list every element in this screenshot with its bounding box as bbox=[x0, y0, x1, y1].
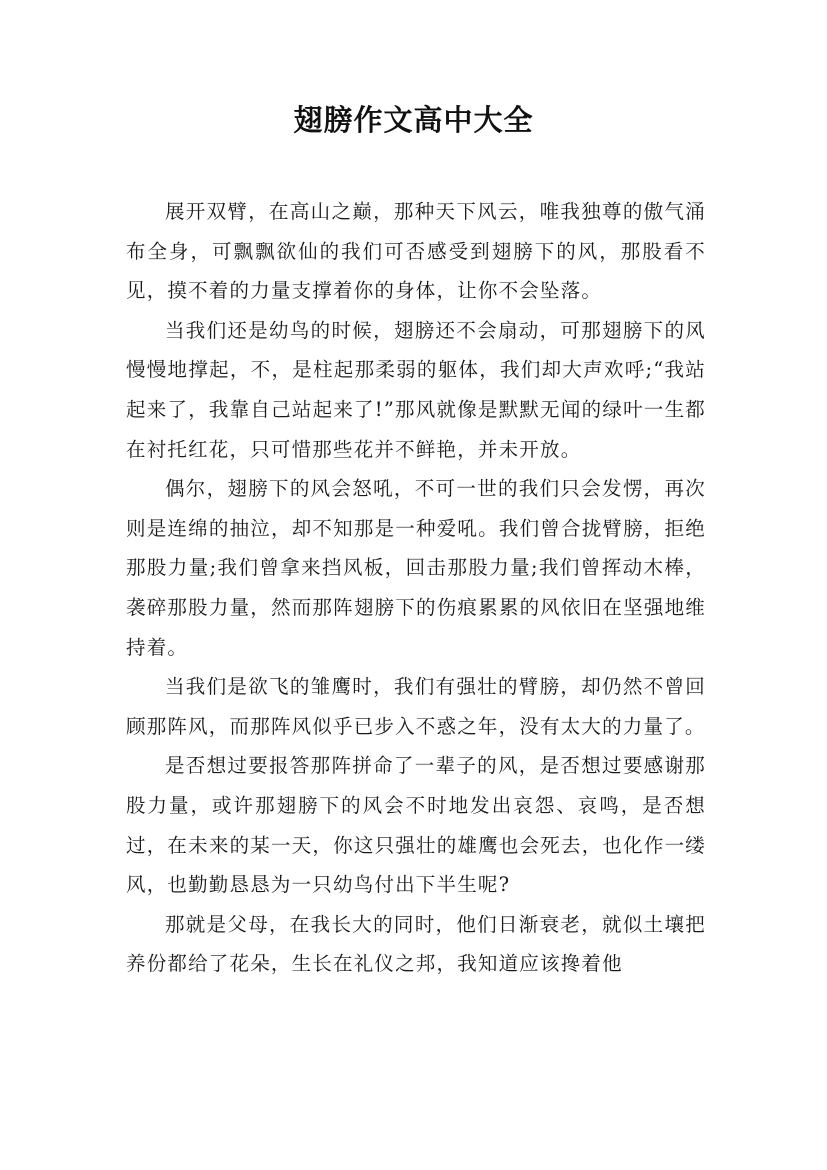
paragraph: 偶尔，翅膀下的风会怒吼，不可一世的我们只会发愣，再次则是连绵的抽泣，却不知那是一种爱吼。我们曾合拢臂膀，拒绝那股力量;我们曾拿来挡风板，回击那股力量;我们曾挥动木棒，袭碎那股力量，然而那阵翅膀下的伤痕累累的风依旧在坚强地维持着。 bbox=[126, 477, 706, 659]
paragraph: 是否想过要报答那阵拼命了一辈子的风，是否想过要感谢那股力量，或许那翅膀下的风会不时地发出哀怨、哀鸣，是否想过，在未来的某一天，你这只强壮的雄鹰也会死去，也化作一缕风，也勤勤恳恳为一只幼鸟付出下半生呢? bbox=[126, 754, 706, 897]
paragraph: 当我们是欲飞的雏鹰时，我们有强壮的臂膀，却仍然不曾回顾那阵风，而那阵风似乎已步入不惑之年，没有太大的力量了。 bbox=[126, 675, 706, 738]
paragraph: 那就是父母，在我长大的同时，他们日渐衰老，就似土壤把养份都给了花朵，生长在礼仪之邦，我知道应该搀着他 bbox=[126, 912, 706, 976]
paragraph: 展开双臂，在高山之巅，那种天下风云，唯我独尊的傲气涌布全身，可飘飘欲仙的我们可否感受到翅膀下的风，那股看不见，摸不着的力量支撑着你的身体，让你不会坠落。 bbox=[126, 200, 706, 303]
document-body bbox=[126, 192, 706, 984]
document-title: 翅膀作文高中大全 bbox=[293, 103, 534, 137]
paragraph: 当我们还是幼鸟的时候，翅膀还不会扇动，可那翅膀下的风慢慢地撑起，不，是柱起那柔弱的躯体，我们却大声欢呼;“我站起来了，我靠自己站起来了!”那风就像是默默无闻的绿叶一生都在衬托红花，只可惜那些花并不鲜艳，并未开放。 bbox=[126, 318, 706, 461]
